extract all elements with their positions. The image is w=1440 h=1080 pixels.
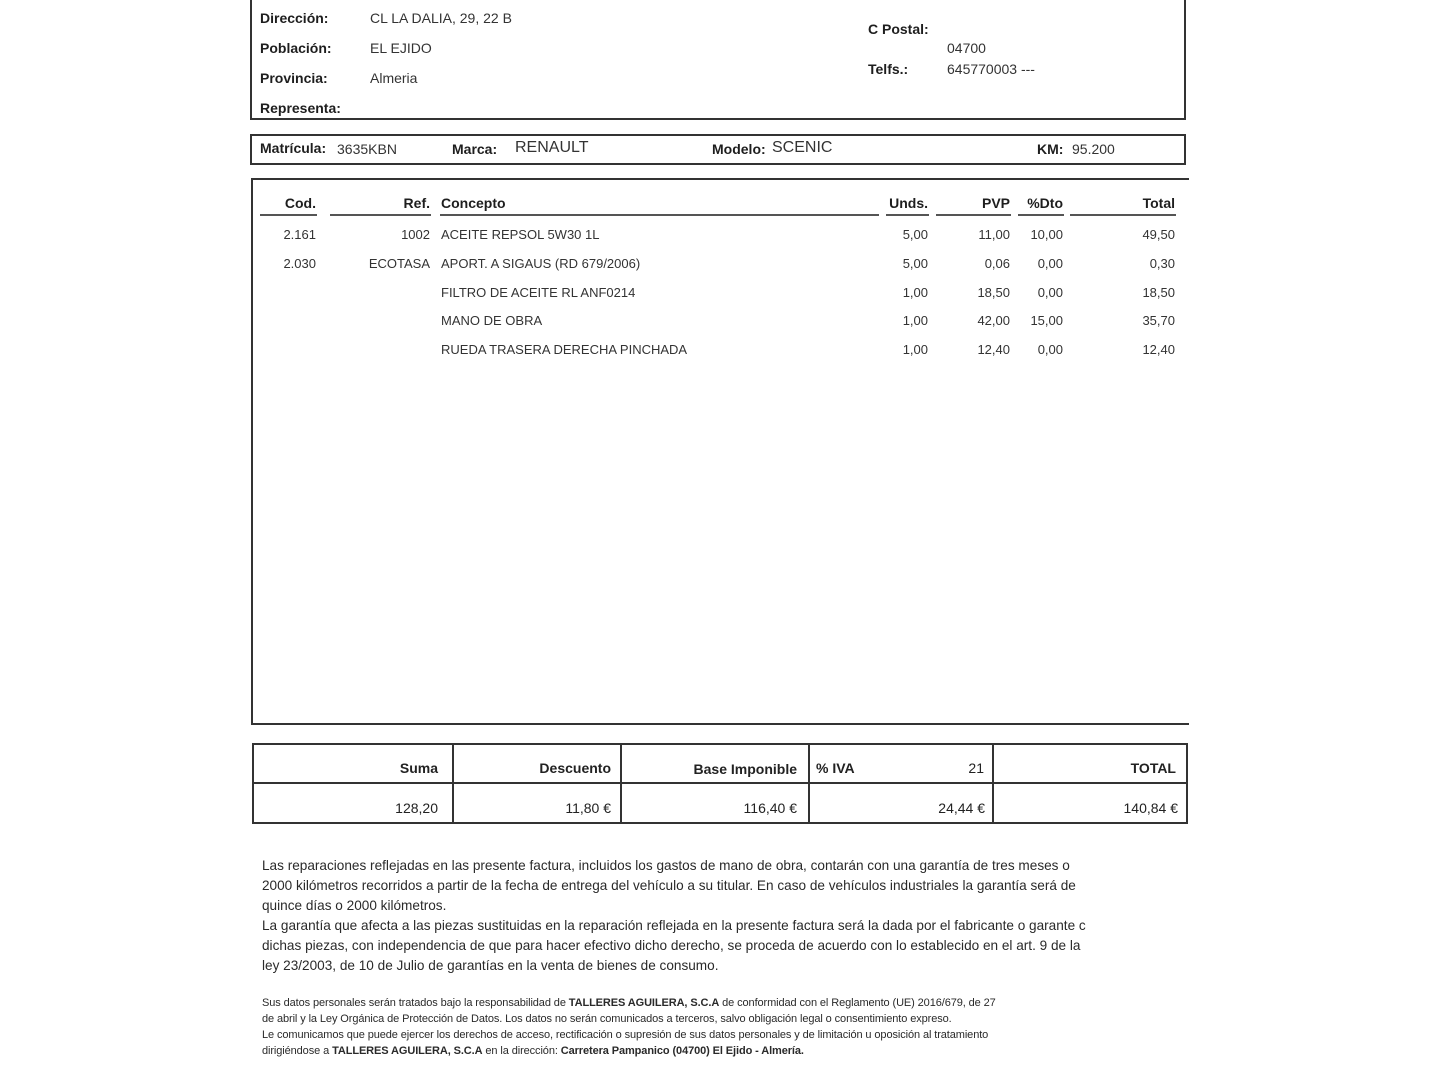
row-concepto: MANO DE OBRA	[441, 313, 543, 328]
descuento-label: Descuento	[539, 760, 611, 776]
warranty-line: 2000 kilómetros recorridos a partir de la fecha de entrega del vehículo a su titular. En caso de vehículos industriales la garantía será de	[262, 878, 1076, 893]
row-concepto: APORT. A SIGAUS (RD 679/2006)	[441, 256, 641, 271]
company-name: TALLERES AGUILERA, S.C.A	[568, 997, 720, 1009]
company-address: Carretera Pampanico (04700) El Ejido - Almería.	[560, 1045, 804, 1057]
row-pvp: 0,06	[984, 256, 1010, 271]
telfs-value: 645770003 ---	[947, 61, 1035, 77]
row-dto: 0,00	[1037, 256, 1063, 271]
iva-rate: 21	[968, 760, 984, 776]
cpostal-value: 04700	[947, 40, 986, 56]
km-label: KM:	[1037, 141, 1064, 157]
row-unds: 5,00	[902, 256, 928, 271]
header-underline-ref	[330, 214, 431, 216]
totals-col-divider	[808, 743, 810, 824]
privacy-line	[262, 995, 1182, 1011]
row-dto: 0,00	[1037, 342, 1063, 357]
km-value: 95.200	[1072, 141, 1115, 157]
privacy-text: de conformidad con el Reglamento (UE) 2016/679, de 27	[719, 997, 996, 1009]
row-concepto: RUEDA TRASERA DERECHA PINCHADA	[441, 342, 688, 357]
descuento-value: 11,80 €	[565, 800, 611, 816]
row-unds: 5,00	[902, 227, 928, 242]
suma-label: Suma	[399, 760, 438, 776]
row-total: 0,30	[1149, 256, 1175, 271]
modelo-value: SCENIC	[772, 139, 833, 156]
row-concepto: FILTRO DE ACEITE RL ANF0214	[441, 285, 636, 300]
iva-amount: 24,44 €	[938, 800, 985, 816]
row-dto: 0,00	[1037, 285, 1063, 300]
marca-value: RENAULT	[515, 139, 589, 156]
row-unds: 1,00	[902, 285, 928, 300]
privacy-line	[262, 1043, 1182, 1059]
row-total: 18,50	[1142, 285, 1175, 300]
row-total: 49,50	[1142, 227, 1175, 242]
row-ref: 1002	[401, 227, 430, 242]
header-underline-concepto	[440, 214, 879, 216]
totals-col-divider	[620, 743, 622, 824]
direccion-value: CL LA DALIA, 29, 22 B	[370, 10, 512, 26]
matricula-label: Matrícula:	[260, 140, 327, 156]
header-dto: %Dto	[1027, 195, 1063, 211]
header-underline-unds	[886, 214, 929, 216]
header-cod: Cod.	[284, 195, 316, 211]
marca-label: Marca:	[452, 141, 498, 157]
warranty-line: dichas piezas, con independencia de que para hacer efectivo dicho derecho, se proceda de acuerdo con lo establecido en el art. 9 de la	[262, 938, 1081, 953]
totals-col-divider	[452, 743, 454, 824]
telfs-label: Telfs.:	[868, 61, 909, 77]
row-pvp: 11,00	[978, 227, 1010, 242]
header-underline-dto	[1018, 214, 1064, 216]
row-pvp: 18,50	[977, 285, 1010, 300]
direccion-label: Dirección:	[260, 10, 329, 26]
cpostal-label: C Postal:	[868, 21, 929, 37]
warranty-line: ley 23/2003, de 10 de Julio de garantías en la venta de bienes de consumo.	[262, 958, 719, 973]
row-concepto: ACEITE REPSOL 5W30 1L	[441, 227, 600, 242]
privacy-text: dirigiéndose a	[262, 1045, 333, 1057]
warranty-line: Las reparaciones reflejadas en las presente factura, incluidos los gastos de mano de obra, contarán con una garantía de tres meses o	[262, 858, 1070, 873]
header-unds: Unds.	[889, 195, 928, 211]
iva-label: % IVA	[816, 760, 855, 776]
row-total: 12,40	[1142, 342, 1175, 357]
privacy-line: de abril y la Ley Orgánica de Protección de Datos. Los datos no serán comunicados a terceros, salvo obligación legal o consentimiento expreso.	[262, 1013, 952, 1025]
warranty-line: quince días o 2000 kilómetros.	[262, 898, 447, 913]
row-ref: ECOTASA	[368, 256, 430, 271]
row-pvp: 12,40	[977, 342, 1010, 357]
poblacion-value: EL EJIDO	[370, 40, 432, 56]
header-ref: Ref.	[403, 195, 430, 211]
modelo-label: Modelo:	[712, 141, 766, 157]
privacy-text: Sus datos personales serán tratados bajo la responsabilidad de	[262, 997, 569, 1009]
row-dto: 15,00	[1030, 313, 1063, 328]
header-pvp: PVP	[981, 195, 1010, 211]
suma-value: 128,20	[395, 800, 438, 816]
matricula-value: 3635KBN	[337, 141, 397, 157]
base-imponible-label: Base Imponible	[693, 761, 797, 777]
row-dto: 10,00	[1030, 227, 1063, 242]
row-unds: 1,00	[902, 342, 928, 357]
row-pvp: 42,00	[977, 313, 1010, 328]
total-label: TOTAL	[1130, 760, 1176, 776]
representa-label: Representa:	[260, 100, 341, 116]
header-concepto: Concepto	[441, 195, 506, 211]
total-value: 140,84 €	[1123, 800, 1178, 816]
provincia-value: Almeria	[370, 70, 418, 86]
totals-col-divider	[992, 743, 994, 824]
privacy-line: Le comunicamos que puede ejercer los derechos de acceso, rectificación o supresión de sus datos personales y de limitación u oposición al tratamiento	[262, 1029, 989, 1041]
privacy-text: en la dirección:	[482, 1045, 561, 1057]
warranty-line: La garantía que afecta a las piezas sustituidas en la reparación reflejada en la presente factura será la dada por el fabricante o garante c	[262, 918, 1086, 933]
row-unds: 1,00	[902, 313, 928, 328]
header-underline-total	[1070, 214, 1176, 216]
base-imponible-value: 116,40 €	[743, 800, 797, 816]
row-cod: 2.161	[283, 227, 316, 242]
header-underline-pvp	[936, 214, 1011, 216]
poblacion-label: Población:	[260, 40, 332, 56]
totals-row-divider	[252, 782, 1188, 784]
row-cod: 2.030	[283, 256, 316, 271]
company-name: TALLERES AGUILERA, S.C.A	[332, 1045, 483, 1057]
header-total: Total	[1142, 195, 1175, 211]
header-underline-cod	[260, 214, 317, 216]
row-total: 35,70	[1142, 313, 1175, 328]
provincia-label: Provincia:	[260, 70, 328, 86]
